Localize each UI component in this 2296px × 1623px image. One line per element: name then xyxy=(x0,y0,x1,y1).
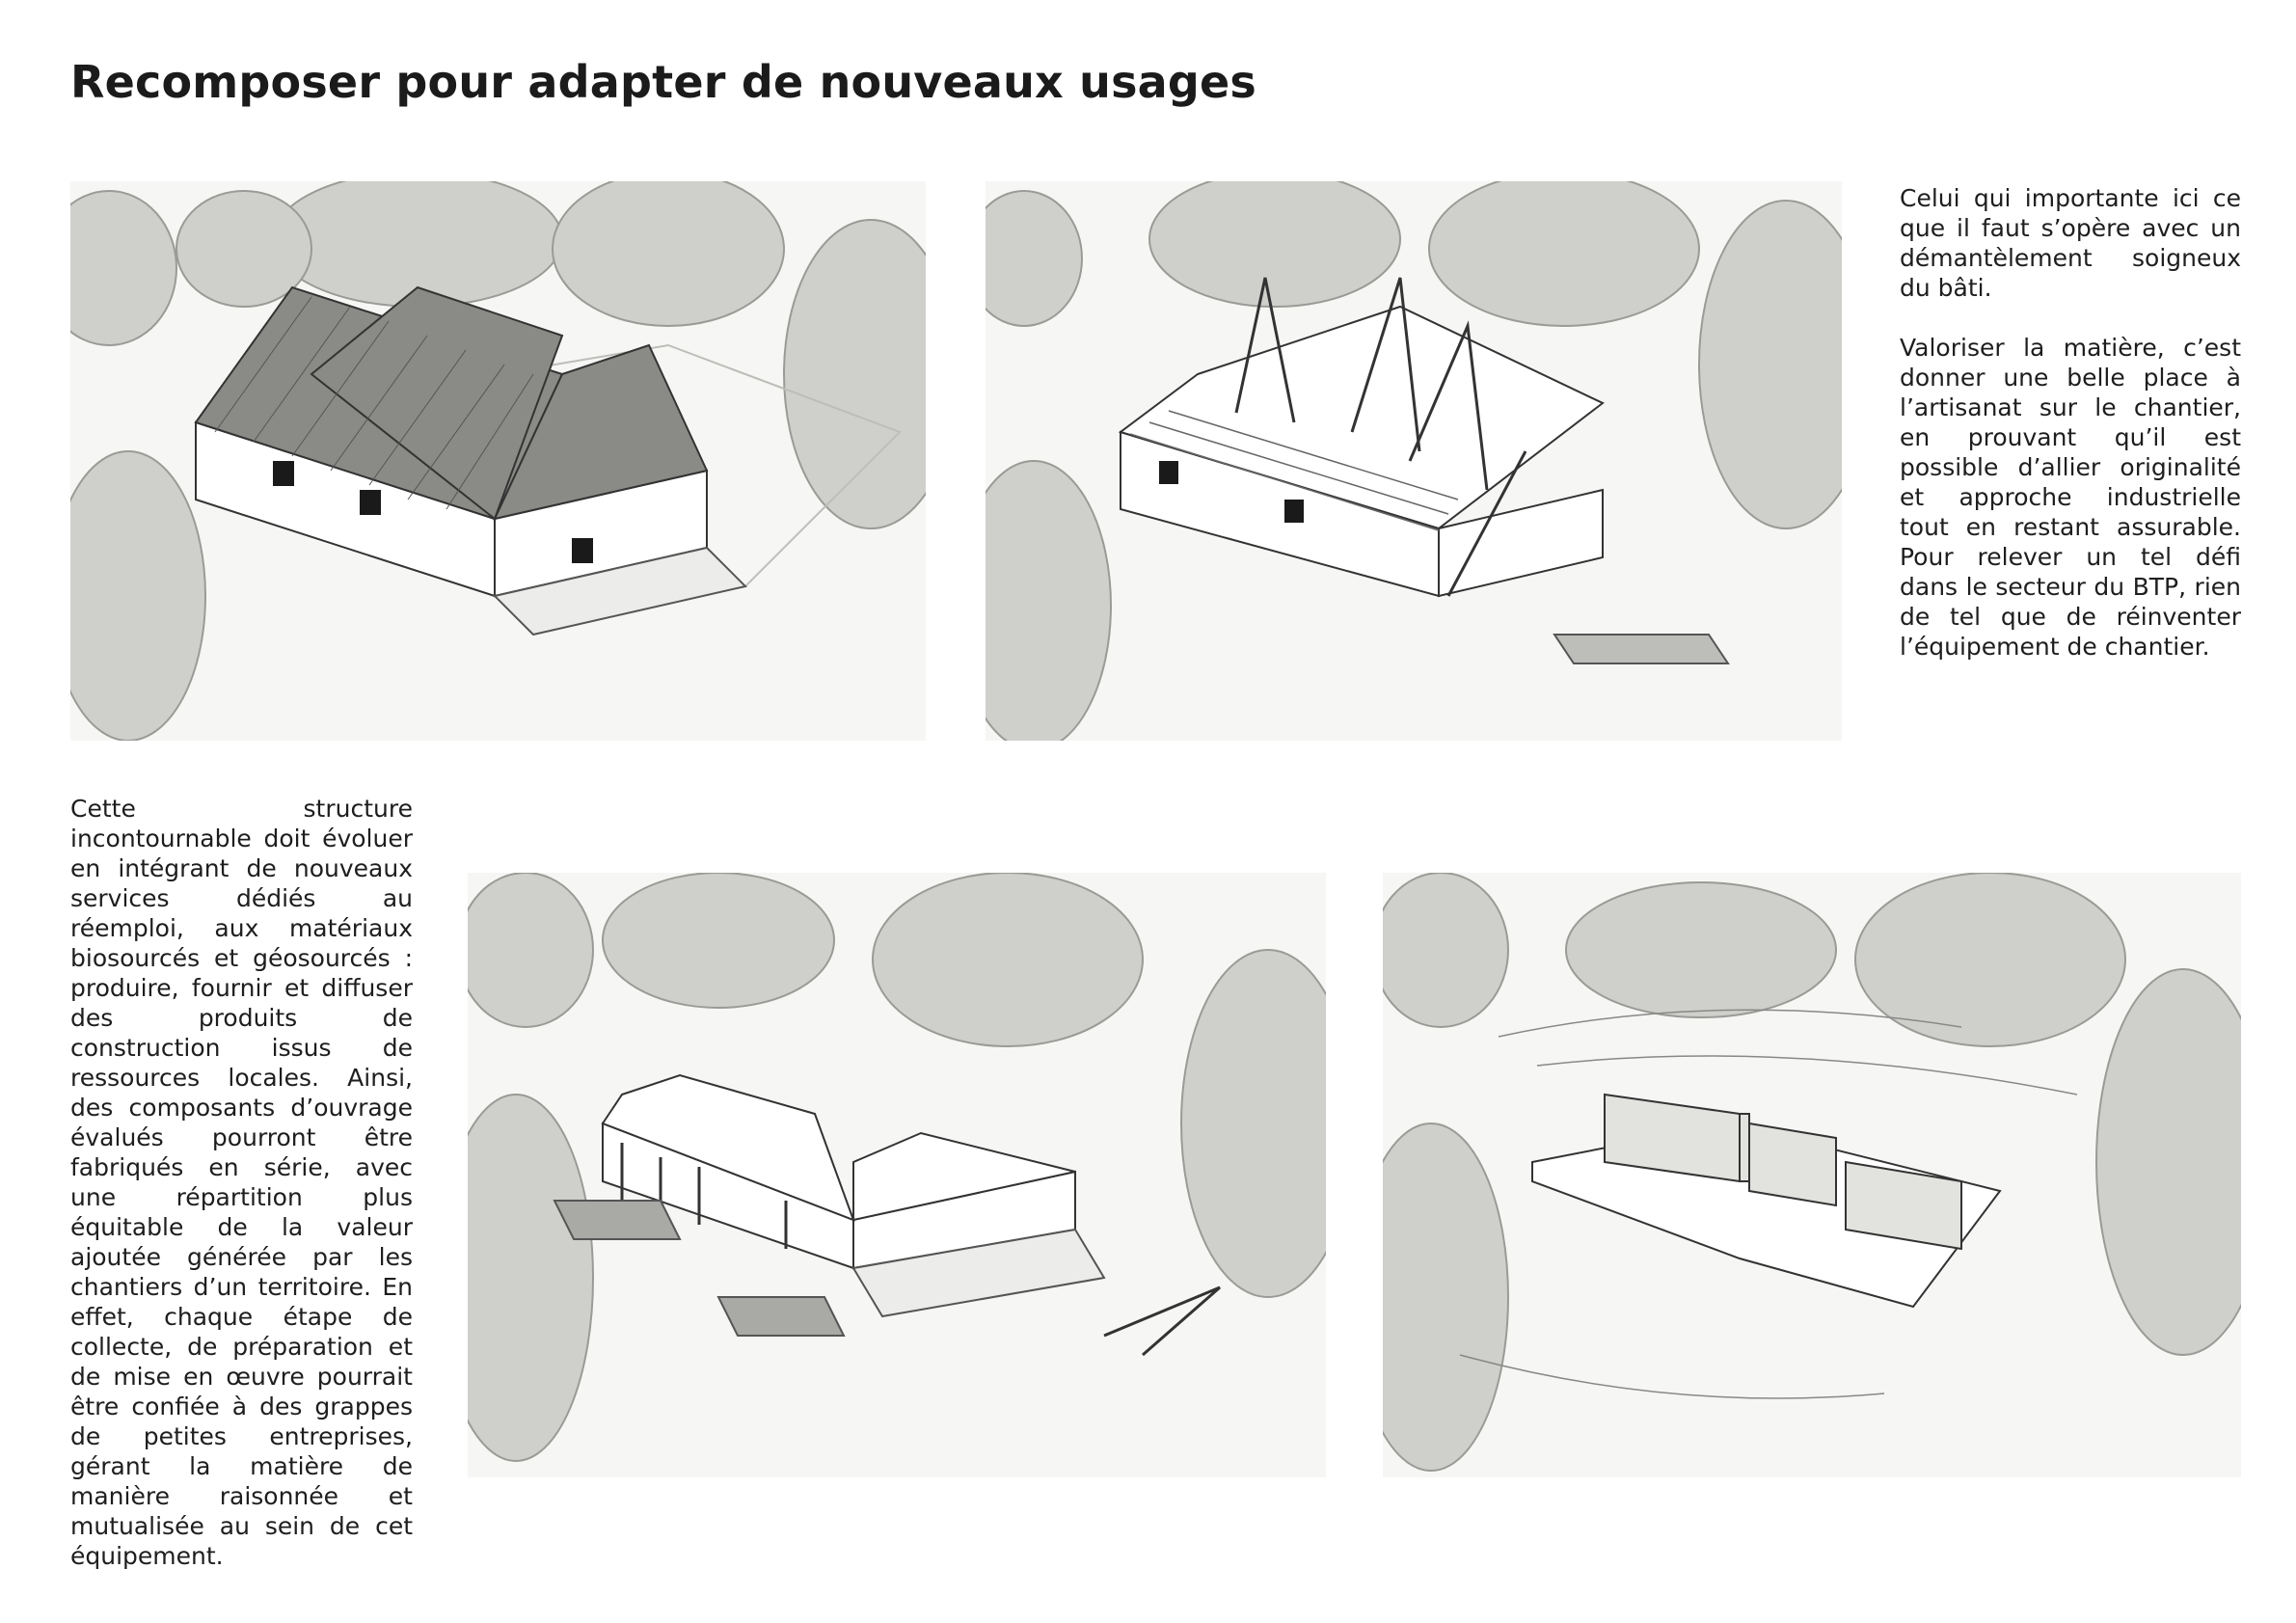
isometric-drawing-reconstruction xyxy=(468,873,1326,1477)
page-title: Recomposer pour adapter de nouveaux usages xyxy=(70,56,1257,108)
isometric-drawing-house-intact xyxy=(70,181,926,741)
text-left-column xyxy=(70,794,413,1571)
text-right-paragraph-2: Valoriser la matière, c’est donner une belle place à l’artisanat sur le chantier, en prouvant qu’il est possible d’allier originalité et approche industrielle tout en restant assurable. Pour relever un tel défi dans le secteur du BTP, rien de tel que de réinventer l’équipement de chantier. xyxy=(1900,334,2241,661)
isometric-drawing-remaining-walls xyxy=(1383,873,2241,1477)
isometric-drawing-house-dismantling xyxy=(986,181,1842,741)
text-right-column xyxy=(1900,183,2241,662)
text-left-paragraph-1: Cette structure incontournable doit évoluer en intégrant de nouveaux services dédiés au réemploi, aux matériaux biosourcés et géosourcés : produire, fournir et diffuser des produits de construction issus de ressources locales. Ainsi, des composants d’ouvrage évalués pourront être fabriqués en série, avec une répartition plus équitable de la valeur ajoutée générée par les chantiers d’un territoire. En effet, chaque étape de collecte, de préparation et de mise en œuvre pourrait être confiée à des grappes de petites entreprises, gérant la matière de manière raisonnée et mutualisée au sein de cet équipement. xyxy=(70,795,413,1570)
text-right-paragraph-1: Celui qui importante ici ce que il faut s’opère avec un démantèlement soigneux du bâti. xyxy=(1900,184,2241,302)
